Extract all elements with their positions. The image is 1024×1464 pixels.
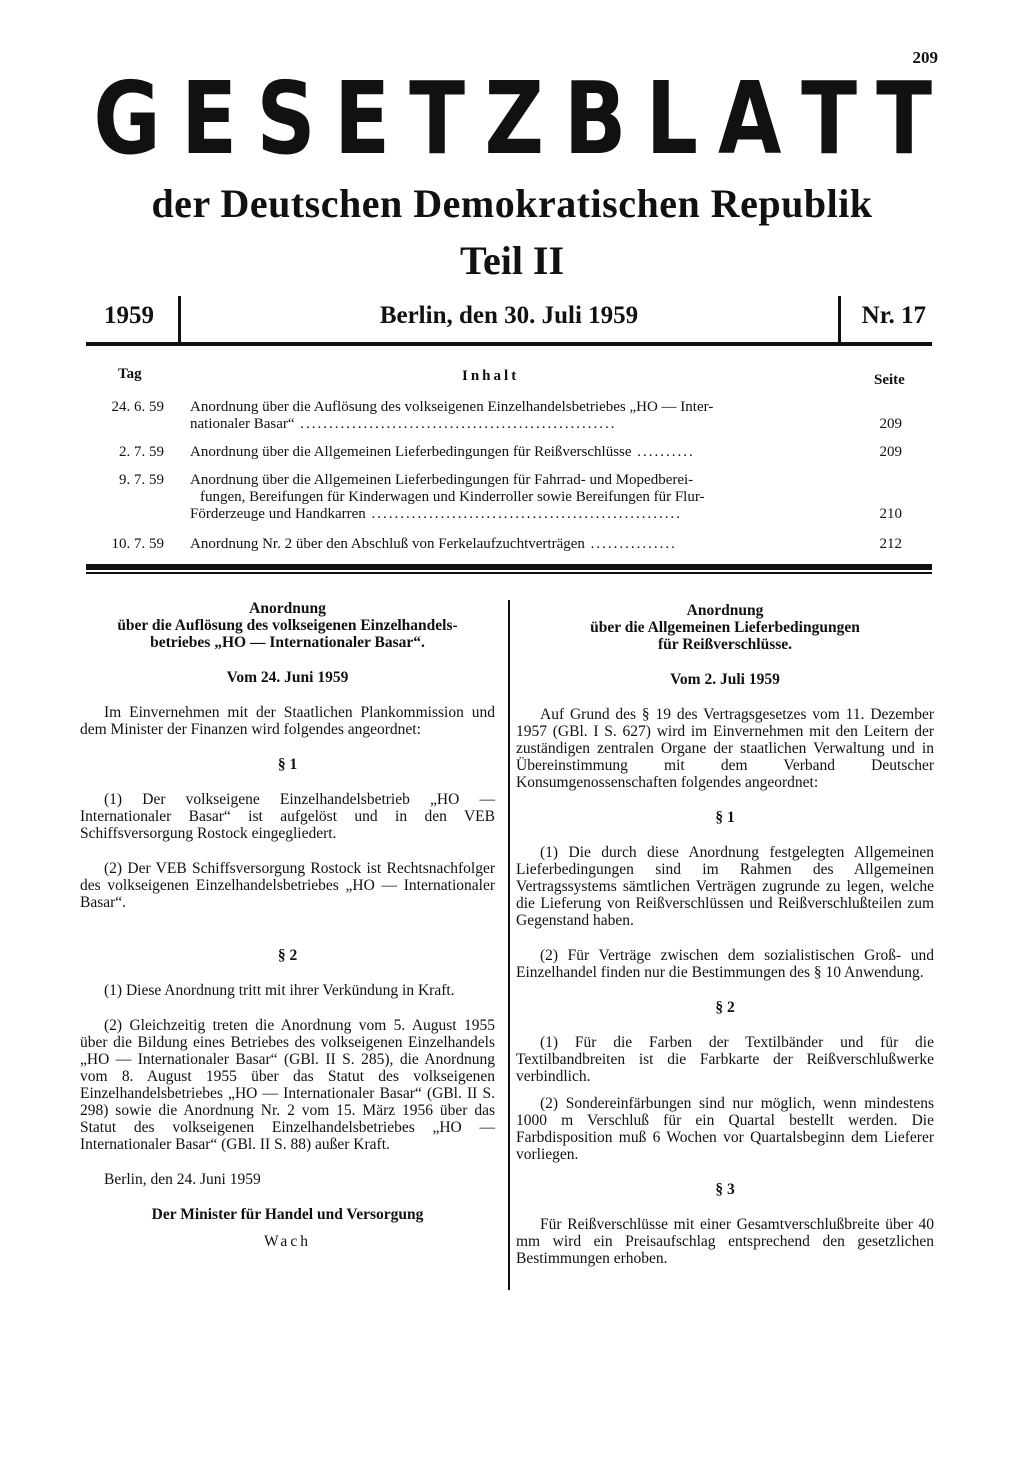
masthead-letter: G [93, 60, 161, 177]
section-divider [86, 572, 932, 574]
article-date: Vom 2. Juli 1959 [670, 671, 780, 688]
section-mark: § 3 [715, 1181, 735, 1198]
paragraph: Für Reißverschlüsse mit einer Gesamtverschlußbreite über 40 mm wird ein Preisaufschlag entsprechend den gesetzlichen Bestimmungen erhoben. [516, 1216, 934, 1267]
paragraph: (1) Diese Anordnung tritt mit ihrer Verkündung in Kraft. [104, 982, 455, 999]
section-divider [86, 564, 932, 570]
article-heading: Anordnung [686, 602, 764, 619]
masthead-letter: Z [484, 60, 545, 177]
publication-subtitle: der Deutschen Demokratischen Republik [151, 181, 873, 226]
section-mark: § 1 [277, 756, 298, 773]
masthead-letter: E [334, 60, 391, 177]
paragraph: (2) Für Verträge zwischen dem sozialistischen Groß- und Einzelhandel finden nur die Bestimmungen des § 10 Anwendung. [516, 947, 934, 981]
issue-number: Nr. 17 [861, 302, 926, 329]
issue-bar [86, 296, 932, 346]
toc-page: 212 [879, 536, 902, 552]
article-heading: über die Auflösung des volkseigenen Einzelhandels- [117, 617, 458, 634]
masthead-letter: B [564, 60, 627, 177]
paragraph: (1) Für die Farben der Textilbänder und für die Textilbandbreiten ist die Farbkarte der Reißverschlußwerke verbindlich. [516, 1034, 934, 1085]
toc-date: 24. 6. 59 [111, 399, 164, 415]
page-number: 209 [912, 48, 938, 67]
toc-page: 209 [879, 416, 902, 432]
toc-date: 10. 7. 59 [111, 536, 164, 552]
paragraph: (2) Der VEB Schiffsversorgung Rostock ist Rechtsnachfolger des volkseigenen Einzelhandelsbetriebes „HO — Internationaler Basar“. [80, 860, 495, 911]
section-mark: § 1 [715, 809, 735, 826]
signer-title: Der Minister für Handel und Versorgung [151, 1206, 424, 1223]
article-heading: über die Allgemeinen Lieferbedingungen [590, 619, 860, 636]
masthead-letter: T [800, 60, 857, 177]
masthead-letter: T [875, 60, 932, 177]
left-article [80, 600, 495, 1250]
masthead-letter: A [717, 60, 782, 177]
article-intro: Im Einvernehmen mit der Staatlichen Plankommission und dem Minister der Finanzen wird folgendes angeordnet: [80, 704, 495, 738]
paragraph: (2) Sondereinfärbungen sind nur möglich, wenn mindestens 1000 m Verschluß für ein Quartal bestellt werden. Die Farbdisposition muß 6 Wochen vor Quartalsbeginn dem Lieferer vorliegen. [516, 1095, 934, 1163]
paragraph: (1) Die durch diese Anordnung festgelegten Allgemeinen Lieferbedingungen sind im Rahmen des Allgemeinen Vertragssystems sämtlichen Verträgen zugrunde zu legen, welche die Lieferung von Reißverschlüssen und Reißverschlußteilen zum Gegenstand haben. [516, 844, 934, 929]
publication-part: Teil II [459, 238, 565, 283]
right-article [516, 602, 934, 1267]
signer-name: Wach [264, 1233, 311, 1250]
article-heading: für Reißverschlüsse. [657, 636, 793, 653]
toc-header-page: Seite [874, 372, 905, 388]
masthead-letter: S [256, 60, 316, 177]
masthead-letter: T [409, 60, 466, 177]
masthead-letter: E [180, 60, 237, 177]
article-heading: Anordnung [249, 600, 326, 617]
toc-header-content: Inhalt [462, 368, 520, 384]
paragraph: (1) Der volkseigene Einzelhandelsbetrieb „HO — Internationaler Basar“ ist aufgelöst und in den VEB Schiffsversorgung Rostock eingegliedert. [80, 791, 495, 842]
toc-title: Anordnung über die Allgemeinen Lieferbedingungen für Fahrrad- und Mopedberei- fungen, Bereifungen für Kinderwagen und Kinderroller sowie Bereifungen für Flur- Förderzeuge und Handkarren ...................................................... [190, 472, 705, 522]
section-mark: § 2 [715, 999, 735, 1016]
issue-year: 1959 [104, 302, 154, 329]
article-intro: Auf Grund des § 19 des Vertragsgesetzes vom 11. Dezember 1957 (GBl. I S. 627) wird im Einvernehmen mit den Leitern der zuständigen zentralen Organe der staatlichen Verwaltung und in Übereinstimmung mit dem Verband Deutscher Konsumgenossenschaften folgendes angeordnet: [516, 706, 934, 791]
toc-page: 209 [879, 444, 902, 460]
place-date: Berlin, den 24. Juni 1959 [104, 1171, 261, 1188]
masthead-title [86, 60, 938, 177]
toc-page: 210 [879, 506, 902, 522]
masthead-letter: L [646, 60, 699, 177]
issue-divider [838, 296, 841, 342]
paragraph: (2) Gleichzeitig treten die Anordnung vom 5. August 1955 über die Bildung eines Betriebes des volkseigenen Einzelhandels „HO — Internationaler Basar“ (GBl. II S. 285), die Anordnung vom 8. August 1955 über das Statut des volkseigenen Einzelhandelsbetriebes „HO — Internationaler Basar“ (GBl. II S. 298) sowie die Anordnung Nr. 2 vom 15. März 1956 über das Statut des volkseigenen Einzelhandelsbetriebes „HO — Internationaler Basar“ (GBl. II S. 88) außer Kraft. [80, 1017, 495, 1153]
toc-title: Anordnung Nr. 2 über den Abschluß von Ferkelaufzuchtverträgen ............... [190, 536, 677, 552]
toc-title: Anordnung über die Auflösung des volkseigenen Einzelhandelsbetriebes „HO — Inter- nationaler Basar“ ....................................................... [190, 399, 714, 432]
issue-date: Berlin, den 30. Juli 1959 [379, 302, 639, 329]
section-mark: § 2 [277, 947, 298, 964]
toc-date: 2. 7. 59 [119, 444, 164, 460]
toc-title: Anordnung über die Allgemeinen Lieferbedingungen für Reißverschlüsse .......... [190, 444, 695, 460]
toc-date: 9. 7. 59 [119, 472, 164, 488]
article-date: Vom 24. Juni 1959 [226, 669, 349, 686]
column-rule [508, 600, 510, 1290]
article-heading: betriebes „HO — Internationaler Basar“. [150, 634, 425, 651]
toc-header-date: Tag [118, 366, 142, 382]
